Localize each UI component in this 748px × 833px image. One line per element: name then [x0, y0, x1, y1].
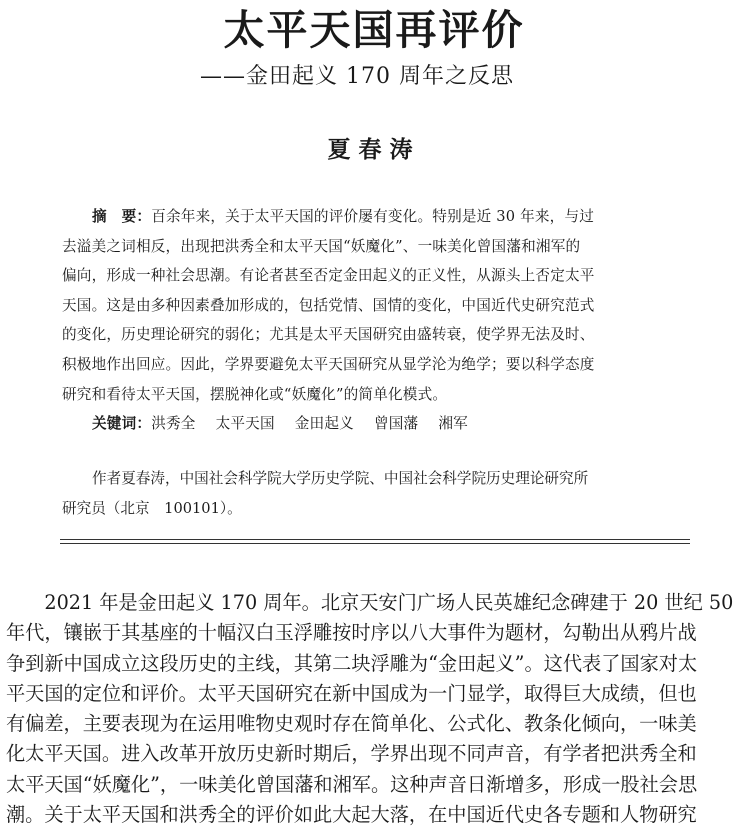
body-line: 太平天国“妖魔化”，一味美化曾国藩和湘军。这种声音日渐增多，形成一股社会思 [6, 772, 698, 796]
article-subtitle: ——金田起义 170 周年之反思 [200, 64, 514, 89]
abstract-line: 偏向，形成一种社会思潮。有论者甚至否定金田起义的正义性，从源头上否定太平 [62, 267, 595, 285]
body-line: 有偏差，主要表现为在运用唯物史观时存在简单化、公式化、教条化倾向，一味美 [6, 712, 697, 736]
abstract-label: 摘 要： [92, 208, 152, 225]
body-text [6, 588, 742, 830]
divider-rule [60, 543, 690, 544]
keyword: 洪秀全 [151, 415, 196, 433]
abstract-line: 去溢美之词相反，出现把洪秀全和太平天国“妖魔化”、一味美化曾国藩和湘军的 [62, 237, 581, 255]
keyword: 湘军 [438, 415, 468, 433]
abstract-line: 天国。这是由多种因素叠加形成的，包括党情、国情的变化，中国近代史研究范式 [62, 296, 595, 314]
author-name: 夏春涛 [327, 137, 421, 163]
keywords-label: 关键词： [92, 415, 152, 433]
keyword: 曾国藩 [373, 415, 419, 433]
keyword: 金田起义 [294, 415, 354, 433]
body-line: 年代，镶嵌于其基座的十幅汉白玉浮雕按时序以八大事件为题材，勾勒出从鸦片战 [6, 621, 697, 645]
abstract-line [62, 202, 698, 232]
abstract-line: 的变化，历史理论研究的弱化；尤其是太平天国研究由盛转衰，使学界无法及时、 [62, 326, 595, 344]
body-line: 2021 年是金田起义 170 周年。北京天安门广场人民英雄纪念碑建于 20 世纪 50 [6, 591, 734, 614]
abstract-text: 百余年来，关于太平天国的评价屡有变化。特别是近 30 年来，与过 [151, 208, 595, 225]
divider-rule [60, 539, 690, 540]
body-line: 潮。关于太平天国和洪秀全的评价如此大起大落，在中国近代史各专题和人物研究 [6, 803, 697, 827]
abstract-line: 积极地作出回应。因此，学界要避免太平天国研究从显学沦为绝学；要以科学态度 [62, 355, 595, 373]
abstract [62, 202, 698, 439]
keyword: 太平天国 [215, 415, 275, 433]
author-note [62, 464, 698, 523]
body-line: 平天国的定位和评价。太平天国研究在新中国成为一门显学，取得巨大成绩，但也 [6, 681, 697, 705]
body-line: 争到新中国成立这段历史的主线，其第二块浮雕为“金田起义”。这代表了国家对太 [6, 651, 698, 675]
article-title: 太平天国再评价 [223, 6, 525, 54]
abstract-line: 研究和看待太平天国，摆脱神化或“妖魔化”的简单化模式。 [62, 385, 448, 403]
body-line: 化太平天国。进入改革开放历史新时期后，学界出现不同声音，有学者把洪秀全和 [6, 742, 697, 766]
author-note-line: 作者夏春涛，中国社会科学院大学历史学院、中国社会科学院历史理论研究所 [92, 470, 589, 487]
author-note-line: 研究员（北京 100101）。 [62, 499, 242, 517]
keywords [62, 409, 698, 439]
